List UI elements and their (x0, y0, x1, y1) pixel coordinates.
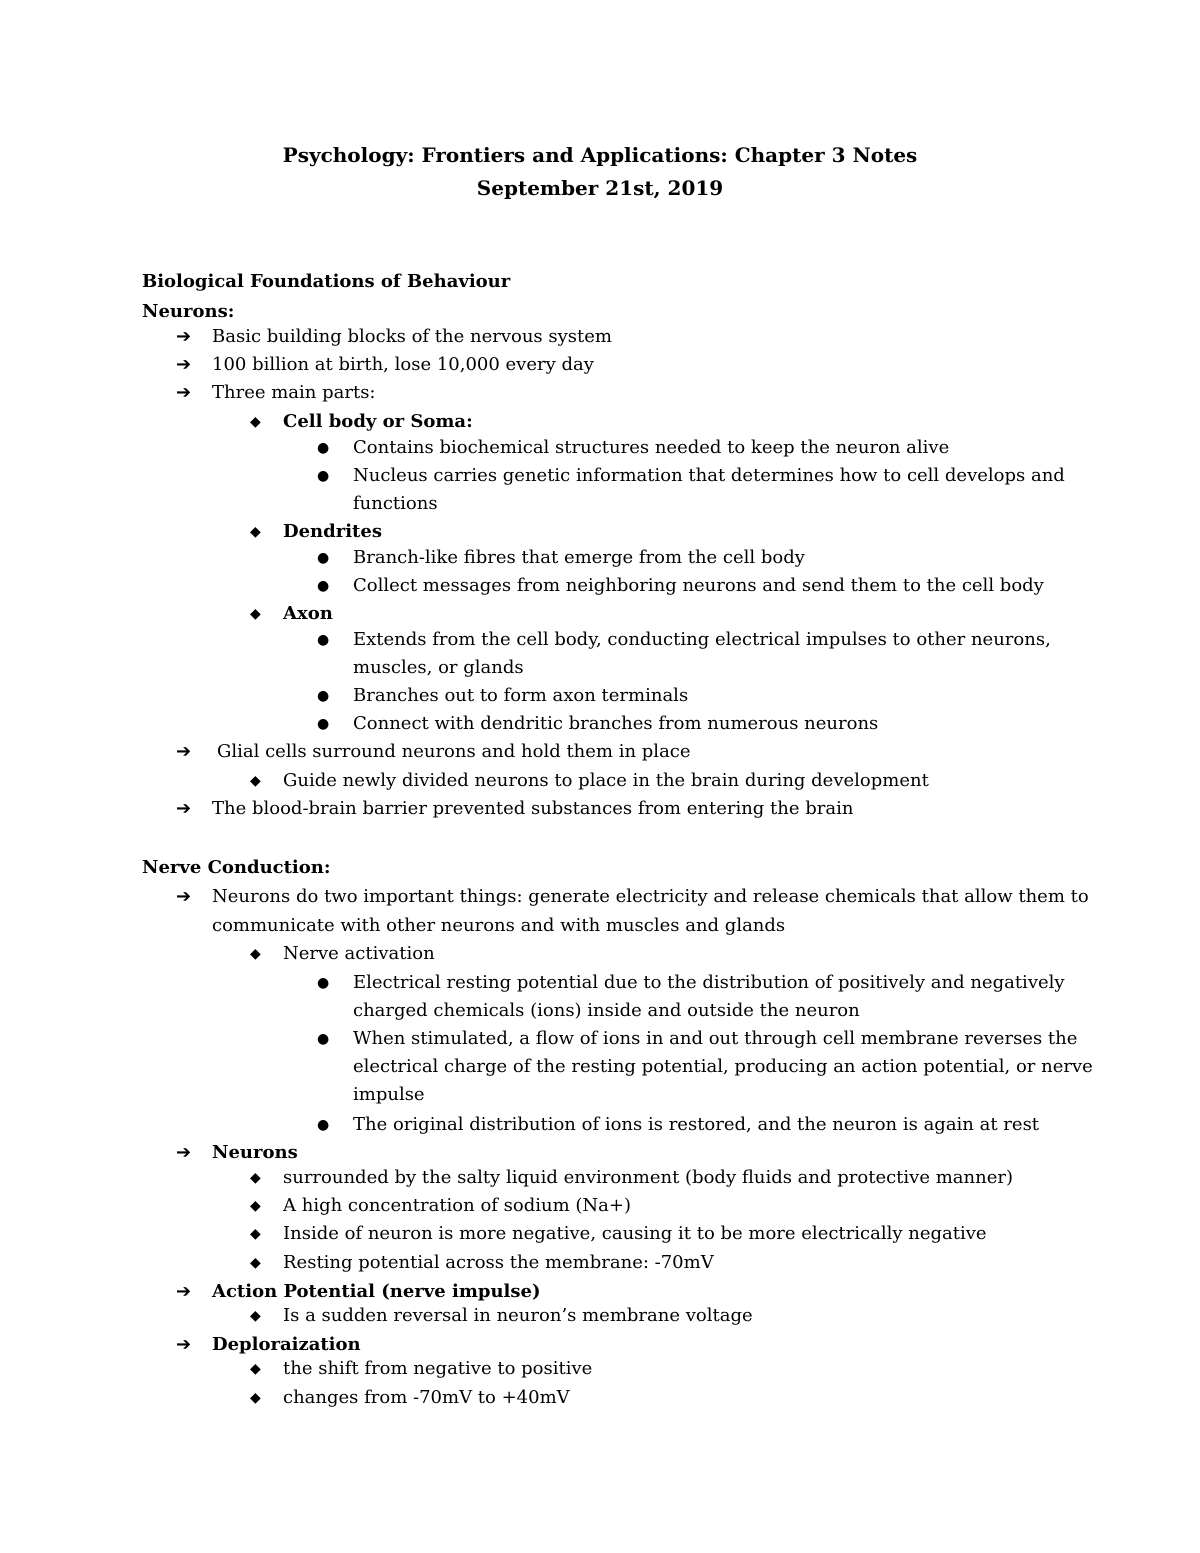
diamond-bullet-icon: ◆ (250, 524, 261, 540)
neurons-item-line: Nucleus carries genetic information that determines how to cell develops and (353, 465, 1065, 486)
diamond-bullet-icon: ◆ (250, 1308, 261, 1324)
neurons-item-line: Extends from the cell body, conducting electrical impulses to other neurons, (353, 629, 1051, 650)
arrow-bullet-icon: ➔ (176, 1334, 192, 1355)
neurons-item-line: Branch-like fibres that emerge from the cell body (353, 547, 805, 568)
neurons-item-line: Branches out to form axon terminals (353, 685, 689, 706)
arrow-bullet-icon: ➔ (176, 1142, 192, 1163)
neurons-item-line: Contains biochemical structures needed to keep the neuron alive (353, 437, 950, 458)
diamond-bullet-icon: ◆ (250, 1198, 261, 1214)
arrow-bullet-icon: ➔ (176, 886, 192, 907)
dot-bullet-icon: ● (317, 578, 330, 594)
document-title: Psychology: Frontiers and Applications: Chapter 3 Notes (282, 143, 918, 167)
diamond-bullet-icon: ◆ (250, 773, 261, 789)
conduction-item-line: Resting potential across the membrane: -70mV (283, 1252, 714, 1273)
diamond-bullet-icon: ◆ (250, 1170, 261, 1186)
dot-bullet-icon: ● (317, 1031, 330, 1047)
neurons-item-line: Basic building blocks of the nervous system (212, 326, 612, 347)
document-date: September 21st, 2019 (476, 176, 724, 200)
arrow-bullet-icon: ➔ (176, 354, 192, 375)
conduction-item-line: Neurons (212, 1142, 298, 1163)
conduction-item-line: surrounded by the salty liquid environment (body fluids and protective manner) (283, 1167, 1013, 1188)
diamond-bullet-icon: ◆ (250, 1390, 261, 1406)
arrow-bullet-icon: ➔ (176, 326, 192, 347)
dot-bullet-icon: ● (317, 440, 330, 456)
neurons-item-line: Guide newly divided neurons to place in the brain during development (283, 770, 929, 791)
neurons-item-line: muscles, or glands (353, 657, 524, 678)
conduction-item-line: Is a sudden reversal in neuron’s membrane voltage (283, 1305, 753, 1326)
neurons-item-line: Collect messages from neighboring neurons and send them to the cell body (353, 575, 1044, 596)
neurons-item-line: Three main parts: (212, 382, 376, 403)
diamond-bullet-icon: ◆ (250, 606, 261, 622)
conduction-item-line: The original distribution of ions is restored, and the neuron is again at rest (353, 1114, 1040, 1135)
dot-bullet-icon: ● (317, 716, 330, 732)
dot-bullet-icon: ● (317, 1117, 330, 1133)
conduction-item-line: Nerve activation (283, 943, 435, 964)
dot-bullet-icon: ● (317, 975, 330, 991)
conduction-item-line: Inside of neuron is more negative, causing it to be more electrically negative (283, 1223, 987, 1244)
diamond-bullet-icon: ◆ (250, 1226, 261, 1242)
conduction-item-line: the shift from negative to positive (283, 1358, 593, 1379)
conduction-item-line: Neurons do two important things: generate electricity and release chemicals that allow them to (212, 886, 1089, 907)
neurons-item-line: Axon (283, 603, 333, 624)
arrow-bullet-icon: ➔ (176, 382, 192, 403)
dot-bullet-icon: ● (317, 632, 330, 648)
neurons-item-line: 100 billion at birth, lose 10,000 every day (212, 354, 594, 375)
arrow-bullet-icon: ➔ (176, 1281, 192, 1302)
conduction-item-line: A high concentration of sodium (Na+) (283, 1195, 632, 1216)
conduction-item-line: impulse (353, 1084, 425, 1105)
dot-bullet-icon: ● (317, 688, 330, 704)
conduction-label: Nerve Conduction: (142, 857, 331, 878)
neurons-item-line: The blood-brain barrier prevented substances from entering the brain (212, 798, 854, 819)
diamond-bullet-icon: ◆ (250, 1255, 261, 1271)
arrow-bullet-icon: ➔ (176, 741, 192, 762)
conduction-item-line: Action Potential (nerve impulse) (212, 1281, 541, 1302)
conduction-item-line: Deploraization (212, 1334, 361, 1355)
dot-bullet-icon: ● (317, 550, 330, 566)
conduction-item-line: changes from -70mV to +40mV (283, 1387, 570, 1408)
neurons-item-line: functions (353, 493, 438, 514)
arrow-bullet-icon: ➔ (176, 798, 192, 819)
conduction-item-line: electrical charge of the resting potential, producing an action potential, or nerve (353, 1056, 1093, 1077)
neurons-item-line: Dendrites (283, 521, 382, 542)
neurons-label: Neurons: (142, 301, 235, 322)
section-heading: Biological Foundations of Behaviour (142, 271, 511, 292)
conduction-item-line: When stimulated, a flow of ions in and out through cell membrane reverses the (353, 1028, 1078, 1049)
diamond-bullet-icon: ◆ (250, 414, 261, 430)
neurons-item-line: Cell body or Soma: (283, 411, 473, 432)
diamond-bullet-icon: ◆ (250, 946, 261, 962)
dot-bullet-icon: ● (317, 468, 330, 484)
conduction-item-line: charged chemicals (ions) inside and outside the neuron (353, 1000, 860, 1021)
neurons-item-line: Connect with dendritic branches from numerous neurons (353, 713, 879, 734)
conduction-item-line: Electrical resting potential due to the distribution of positively and negatively (353, 972, 1065, 993)
diamond-bullet-icon: ◆ (250, 1361, 261, 1377)
conduction-item-line: communicate with other neurons and with muscles and glands (212, 915, 786, 936)
neurons-item-line: Glial cells surround neurons and hold them in place (217, 741, 691, 762)
